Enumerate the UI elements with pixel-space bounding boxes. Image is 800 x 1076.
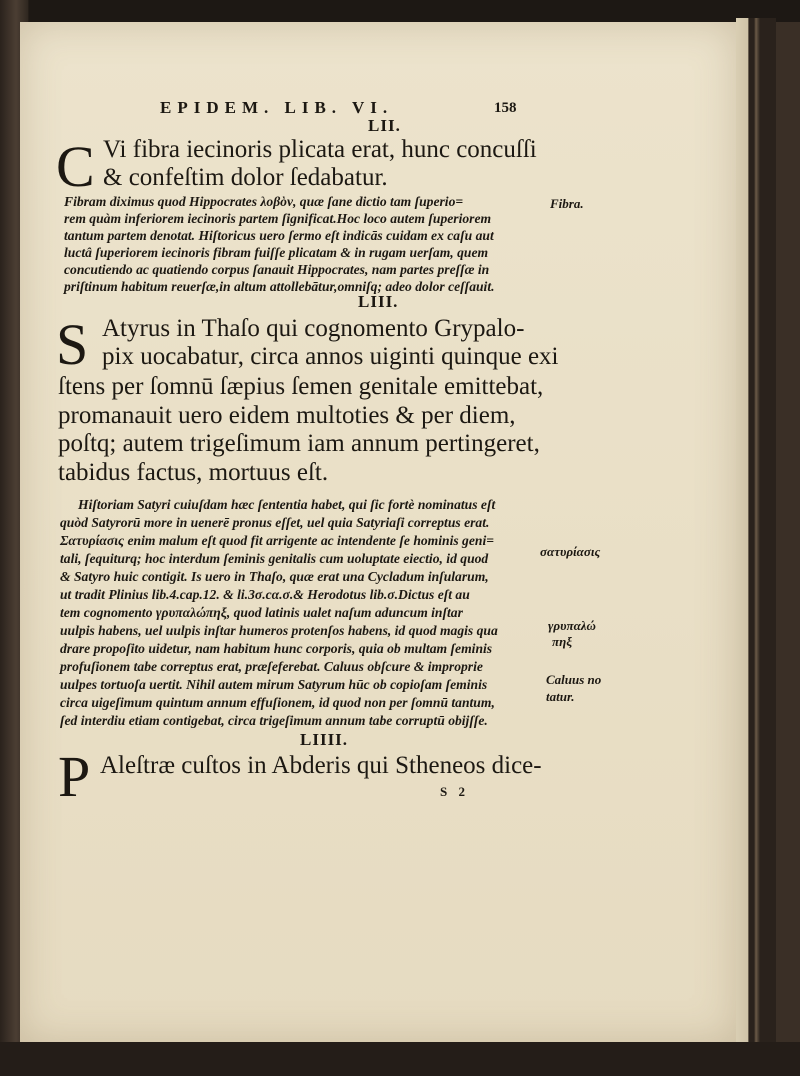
commentary-line: Σατυρίασις enim malum eſt quod fit arrigente ac intendente ſe hominis geni= [60, 533, 494, 548]
section-number: LII. [368, 116, 401, 135]
text-line: pix uocabatur, circa annos uiginti quinque exi [102, 343, 559, 370]
commentary-line: circa uigeſimum quintum annum effuſionem, id quod non per ſomnū tantum, [60, 695, 495, 710]
commentary-line: quòd Satyrorū more in uenerē pronus eſſet, uel quia Satyriaſi correptus erat. [60, 515, 490, 530]
commentary-line: profuſionem tabe correptus erat, præſeferebat. Caluus obſcure & improprie [60, 659, 483, 674]
margin-note: tatur. [546, 689, 575, 704]
commentary-line: tali, ſequiturq; hoc interdum ſeminis genitalis cum uoluptate eiectio, id quod [60, 551, 489, 566]
commentary-line: priſtinum habitum reuerſæ,in altum attollebātur,omniſq; adeo dolor ceſſauit. [64, 279, 495, 294]
margin-note: σατυρίασις [540, 544, 601, 559]
drop-cap: C [56, 134, 95, 199]
text-line: Aleſtræ cuſtos in Abderis qui Stheneos dice- [100, 752, 542, 779]
page-edge [736, 18, 776, 1058]
commentary-line: luctâ ſuperiorem iecinoris fibram fuiſſe plicatam & in rugam uerſam, quem [64, 245, 489, 260]
margin-note: γρυπαλώ [548, 618, 596, 633]
section-number: LIIII. [300, 730, 349, 749]
commentary-line: uulpes tortuoſa uertit. Nihil autem mirum Satyrum hūc ob copioſam ſeminis [60, 677, 488, 692]
commentary-line: tem cognomento γρυπαλώπηξ, quod latinis ualet naſum aduncum inſtar [60, 605, 463, 620]
section-number: LIII. [358, 292, 399, 311]
commentary-line: uulpis habens, uel uulpis inſtar humeros protenſos habens, id quod magis qua [60, 623, 498, 638]
drop-cap: P [58, 744, 91, 809]
text-line: promanauit uero eidem multoties & per diem, [58, 402, 516, 429]
text-line: Atyrus in Thaſo qui cognomento Grypalo- [102, 315, 525, 342]
commentary-line: drare propoſito uidetur, nam habitum hunc corporis, quia ob multam ſeminis [60, 641, 493, 656]
text-line: ſtens per ſomnū ſæpius ſemen genitale emittebat, [58, 373, 544, 400]
margin-note: Caluus no [546, 672, 602, 687]
page-number: 158 [494, 100, 517, 116]
commentary-line: tantum partem denotat. Hiſtoricus uero ſermo eſt indicās cuidam ex caſu aut [64, 228, 494, 243]
commentary-line: rem quàm inferiorem iecinoris partem ſignificat.Hoc loco autem ſuperiorem [64, 211, 492, 226]
commentary-line: concutiendo ac quatiendo corpus ſanauit Hippocrates, nam partes preſſæ in [64, 262, 490, 277]
text-line: & confeſtim dolor ſedabatur. [103, 164, 388, 191]
running-title: EPIDEM. LIB. VI. [160, 98, 394, 117]
scan-border [0, 1042, 800, 1076]
text-line: Vi fibra iecinoris plicata erat, hunc concuſſi [103, 136, 537, 163]
book-page [20, 22, 736, 1042]
text-line: poſtq; autem trigeſimum iam annum pertingeret, [58, 430, 540, 457]
commentary-line: Hiſtoriam Satyri cuiuſdam hæc ſententia habet, qui ſic fortè nominatus eſt [78, 497, 496, 512]
commentary-line: ut tradit Plinius lib.4.cap.12. & li.3σ.cα.σ.& Herodotus lib.σ.Dictus eſt au [60, 587, 470, 602]
signature-mark: S 2 [440, 784, 469, 799]
drop-cap: S [56, 312, 89, 377]
margin-note: Fibra. [550, 196, 584, 211]
margin-note: πηξ [552, 634, 573, 649]
text-line: tabidus factus, mortuus eſt. [58, 459, 329, 486]
commentary-line: ſed interdiu etiam contigebat, circa trigeſimum annum tabe corruptū obijſſe. [60, 713, 488, 728]
commentary-line: Fibram diximus quod Hippocrates λοβὸν, quæ ſane dictio tam ſuperio= [64, 194, 464, 209]
commentary-line: & Satyro huic contigit. Is uero in Thaſo, quæ erat una Cycladum inſularum, [60, 569, 489, 584]
